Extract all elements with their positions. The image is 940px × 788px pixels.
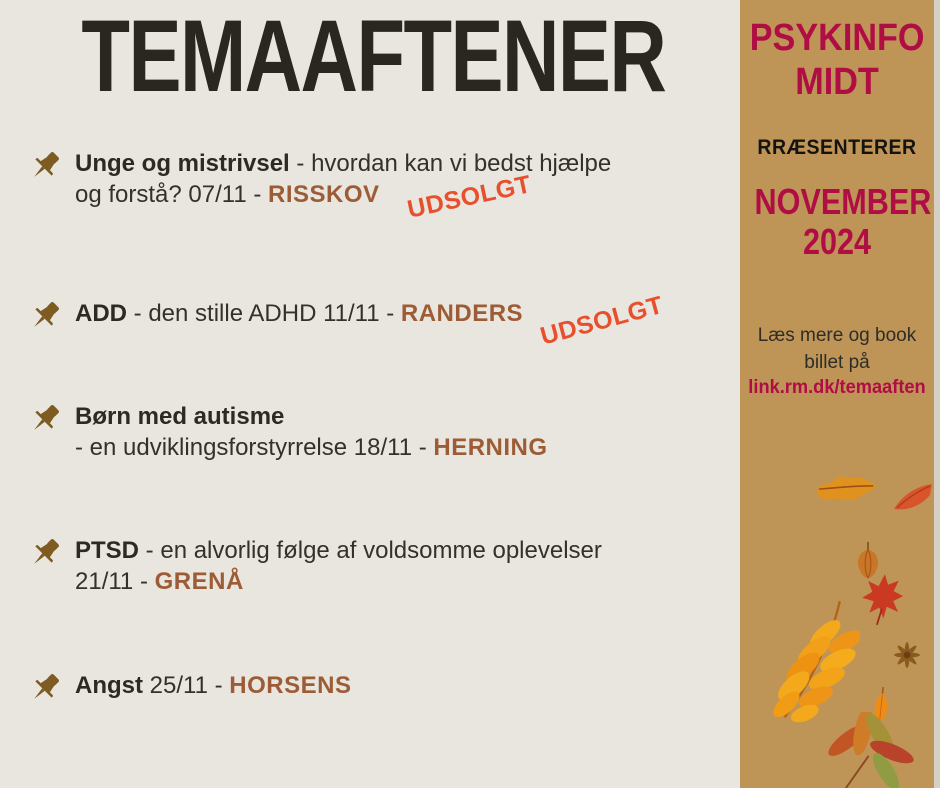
creeper-leaf-icon	[826, 712, 918, 788]
soldout-badge: UDSOLGT	[404, 170, 534, 224]
event-location: RANDERS	[400, 300, 524, 327]
event-title: Angst	[75, 672, 143, 699]
event-date-line: og forstå? 07/11 -	[75, 181, 269, 208]
event-title: PTSD	[75, 537, 140, 564]
event-subtitle: - den stille ADHD 11/11 -	[127, 300, 401, 327]
booking-link: link.rm.dk/temaaften	[748, 377, 926, 398]
presents-label: RRÆSENTERER	[757, 136, 917, 159]
cta-line2: billet på	[804, 352, 870, 373]
event-item-boern-med-autisme	[28, 401, 548, 463]
event-date-line: 21/11 -	[75, 568, 155, 595]
month-line2: 2024	[802, 221, 872, 262]
pushpin-icon	[28, 149, 62, 210]
event-line	[75, 432, 548, 463]
event-location: GRENÅ	[154, 568, 244, 595]
maple-leaf-icon	[854, 569, 908, 635]
pushpin-icon	[28, 402, 62, 463]
event-line	[75, 290, 667, 351]
event-item-add	[28, 290, 667, 351]
event-date-line: - en udviklingsforstyrrelse 18/11 -	[75, 434, 434, 461]
event-item-unge-og-mistrivsel	[28, 148, 612, 224]
event-item-angst	[28, 670, 351, 710]
pushpin-icon	[28, 536, 62, 597]
event-line	[75, 401, 548, 432]
month-label	[754, 181, 932, 262]
red-corner-leaf-icon	[892, 482, 934, 519]
event-line	[75, 148, 611, 179]
sidebar	[740, 0, 940, 788]
event-title: Unge og mistrivsel	[75, 150, 290, 177]
event-subtitle: - hvordan kan vi bedst hjælpe	[289, 150, 612, 177]
event-line	[75, 566, 602, 597]
event-subtitle: - en alvorlig følge af voldsomme oplevelser	[139, 537, 602, 564]
brand-name	[750, 16, 925, 104]
event-line	[75, 535, 602, 566]
event-line	[75, 170, 611, 224]
star-anise-icon	[892, 640, 922, 675]
oak-leaf-icon	[811, 462, 882, 523]
soldout-badge: UDSOLGT	[537, 290, 667, 351]
event-location: HERNING	[433, 434, 548, 461]
event-title: ADD	[75, 300, 127, 327]
right-edge-strip	[934, 0, 940, 788]
pushpin-icon	[28, 671, 62, 710]
cta-line1: Læs mere og book	[757, 325, 917, 346]
event-line	[75, 670, 351, 701]
event-item-ptsd	[28, 535, 602, 597]
brand-line1: PSYKINFO	[749, 17, 925, 59]
pushpin-icon	[28, 299, 62, 338]
event-title: Børn med autisme	[75, 403, 285, 430]
month-line1: NOVEMBER	[754, 181, 932, 222]
cta-text	[740, 322, 934, 376]
brand-line2: MIDT	[795, 61, 879, 103]
event-location: HORSENS	[229, 672, 352, 699]
event-subtitle: 25/11 -	[143, 672, 230, 699]
event-location: RISSKOV	[268, 181, 380, 208]
page-title: TEMAAFTENER	[81, 0, 666, 113]
